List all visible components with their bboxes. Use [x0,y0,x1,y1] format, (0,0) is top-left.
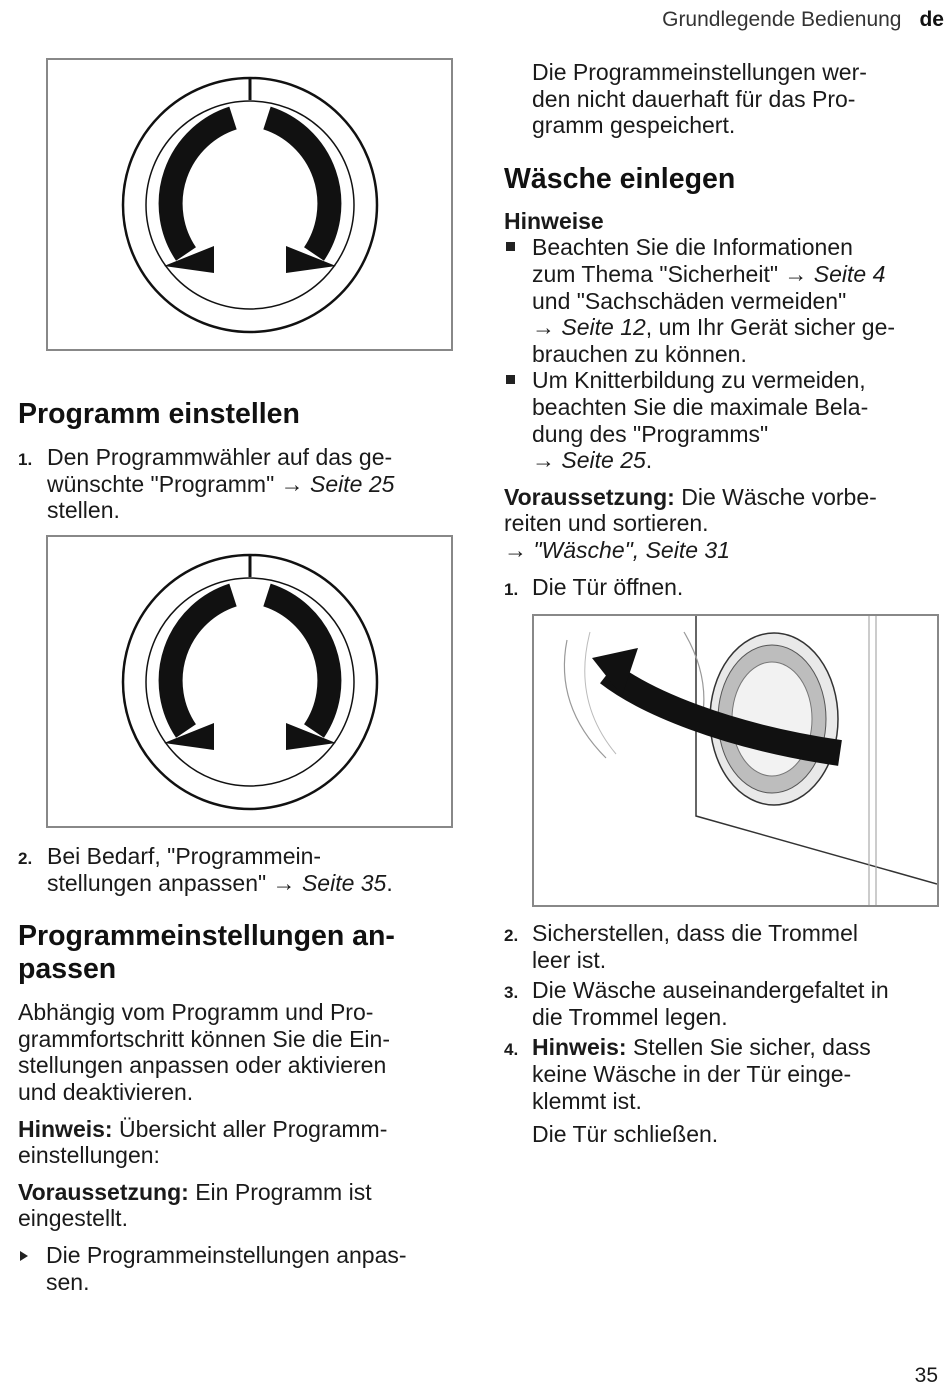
heading-waesche-einlegen: Wäsche einlegen [504,162,736,195]
square-bullet-icon [506,242,515,251]
step-1-line-3: stellen. [47,497,120,524]
square-bullet-icon [506,375,515,384]
step-2-number: 2. [18,849,33,868]
step-1-line-1: Den Programmwähler auf das ge- [47,444,393,470]
step-3-right: 3. Die Wäsche auseinandergefaltet in die Trommel legen. [504,977,889,1030]
washing-machine-door-illustration [534,616,937,905]
page-number: 35 [914,1364,938,1387]
step-1-number: 1. [18,450,33,469]
link-seite-25[interactable]: Seite 25 [310,470,395,497]
close-door-instruction: Die Tür schließen. [532,1121,719,1148]
figure-open-door [532,614,939,907]
heading-programm-einstellen: Programm einstellen [18,398,300,430]
step-open-door: 1. Die Tür öffnen. [504,573,684,600]
prerequisite-paragraph-right: Voraussetzung: Die Wäsche vorbe- reiten und sortieren. → "Wäsche", Seite 31 [504,483,877,563]
figure-dial-1 [46,58,453,351]
note-1: Beachten Sie die Informationen zum Thema "Sicherheit" → Seite 4 und "Sachschäden vermeiden" → Seite 12, um Ihr Gerät sicher ge- brauchen zu können. [504,234,944,367]
action-item: Die Programmeinstellungen anpas- sen. [18,1242,450,1295]
step-2-right: 2. Sicherstellen, dass die Trommel leer ist. [504,920,858,973]
step-4-right: 4. Hinweis: Stellen Sie sicher, dass keine Wäsche in der Tür einge- klemmt ist. [504,1034,871,1114]
prerequisite-paragraph: Voraussetzung: Ein Programm ist eingestellt. [18,1178,372,1232]
program-dial-illustration [48,60,451,349]
program-dial-illustration [48,537,451,826]
link-waesche-seite-31[interactable]: "Wäsche", Seite 31 [533,536,730,563]
step-2 [18,843,450,896]
link-seite-12[interactable]: Seite 12 [561,314,646,341]
step-2-line-2: stellungen anpassen" → Seite 35. [47,869,393,896]
step-1 [18,444,448,524]
intro-paragraph: Abhängig vom Programm und Pro- grammfortschritt können Sie die Ein- stellungen anpassen oder aktivieren und deaktivieren. [18,999,390,1105]
prerequisite-label: Voraussetzung: [18,1178,189,1205]
figure-dial-2 [46,535,453,828]
triangle-bullet-icon [20,1251,28,1261]
header-section: Grundlegende Bedienung [662,8,902,31]
header-lang: de [919,8,944,31]
step-1-line-2: wünschte "Programm" → Seite 25 [47,470,395,497]
link-seite-4[interactable]: Seite 4 [813,260,886,287]
prerequisite-label: Voraussetzung: [504,483,675,510]
link-seite-35[interactable]: Seite 35 [301,869,387,896]
hint-label: Hinweis: [532,1034,627,1061]
step-2-line-1: Bei Bedarf, "Programmein- [47,843,322,869]
notes-heading: Hinweise [504,207,604,234]
note-2: Um Knitterbildung zu vermeiden, beachten Sie die maximale Bela- dung des "Programms" → Seite 25. [504,367,944,473]
running-header [662,8,944,32]
hint-label: Hinweis: [18,1115,113,1142]
heading-programmeinstellungen-anpassen: Programmeinstellungen an- passen [18,920,395,986]
hint-paragraph: Hinweis: Übersicht aller Programm- einstellungen: [18,1115,388,1169]
link-seite-25[interactable]: Seite 25 [561,447,646,474]
settings-not-saved-note: Die Programmeinstellungen wer- den nicht dauerhaft für das Pro- gramm gespeichert. [532,59,867,139]
